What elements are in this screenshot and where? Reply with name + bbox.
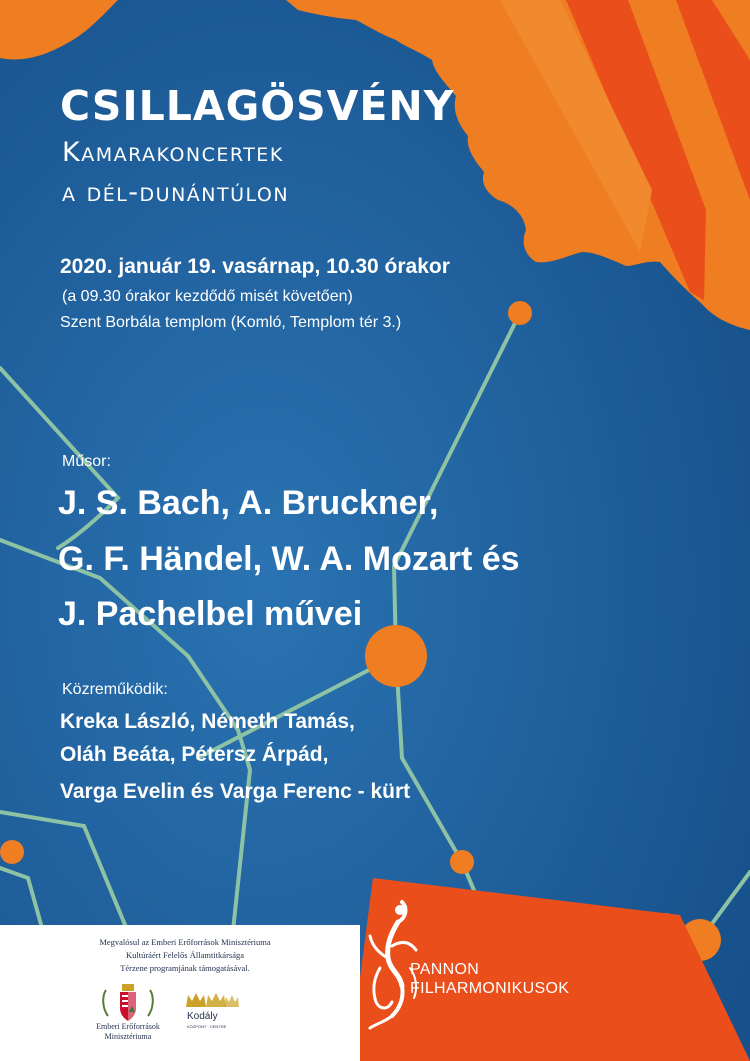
- concert-venue: Szent Borbála templom (Komló, Templom tér 3.): [60, 314, 402, 331]
- dot: [365, 625, 427, 687]
- ministry-line: Emberi Erőforrások: [96, 1022, 160, 1031]
- poster-subtitle-line2: a dél-dunántúlon: [62, 177, 290, 208]
- orchestra-name-line2: FILHARMONIKUSOK: [410, 980, 570, 997]
- support-line: Megvalósul az Emberi Erőforrások Minisztériuma: [99, 937, 271, 947]
- dot: [0, 840, 24, 864]
- composers-line: G. F. Händel, W. A. Mozart és: [58, 540, 520, 578]
- program-label: Műsor:: [62, 453, 111, 470]
- support-line: Kultúráért Felelős Államtitkársága: [125, 950, 245, 960]
- performers-line: Kreka László, Németh Tamás,: [60, 710, 355, 733]
- performers-label: Közreműködik:: [62, 681, 168, 698]
- ministry-name: [66, 1022, 190, 1042]
- kodaly-subtitle: KÖZPONT · CENTRE: [187, 1024, 227, 1029]
- performers-line: Oláh Beáta, Pétersz Árpád,: [60, 743, 329, 766]
- poster-subtitle-line1: Kamarakoncertek: [62, 137, 284, 168]
- dot: [508, 301, 532, 325]
- mass-note: (a 09.30 órakor kezdődő misét követően): [62, 288, 353, 305]
- support-line: Térzene programjának támogatásával.: [120, 963, 250, 973]
- composers-line: J. Pachelbel művei: [58, 595, 363, 633]
- kodaly-name: Kodály: [187, 1011, 218, 1022]
- hungarian-coat-of-arms-icon: [98, 982, 158, 1027]
- composers-line: J. S. Bach, A. Bruckner,: [58, 484, 439, 522]
- concert-date: 2020. január 19. vasárnap, 10.30 órakor: [60, 255, 450, 278]
- support-statement: [40, 936, 330, 975]
- performers-line: Varga Evelin és Varga Ferenc - kürt: [60, 780, 411, 803]
- orchestra-name-line1: PANNON: [410, 961, 480, 978]
- poster-title: CSILLAGÖSVÉNY: [60, 82, 455, 130]
- kodaly-crowns-icon: [184, 991, 240, 1009]
- dot: [450, 850, 474, 874]
- ministry-line: Minisztériuma: [104, 1032, 152, 1041]
